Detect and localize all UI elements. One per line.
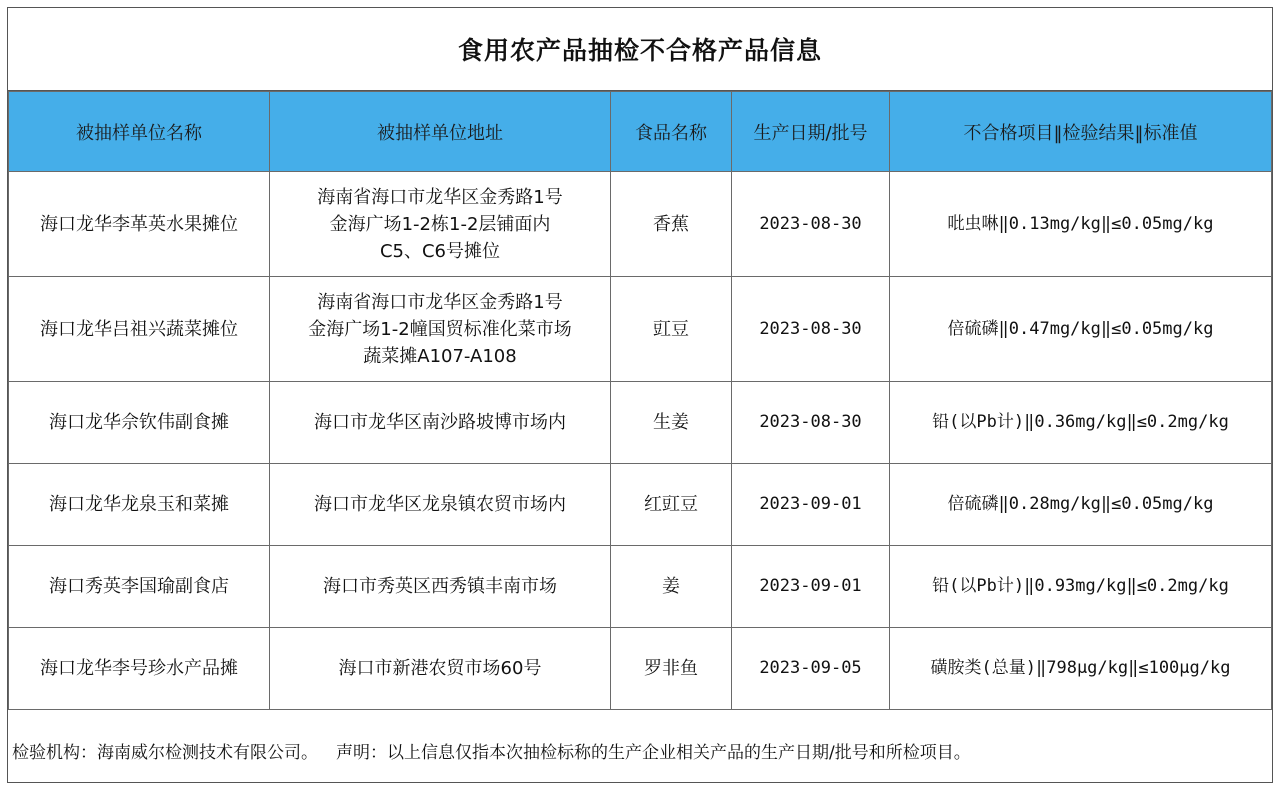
cell-address [270, 382, 611, 464]
disclaimer-statement: 声明：以上信息仅指本次抽检标称的生产企业相关产品的生产日期/批号和所检项目。 [336, 742, 971, 763]
cell-unit: 海口秀英李国瑜副食店 [9, 546, 270, 628]
address-line: 海南省海口市龙华区金秀路1号 [317, 291, 563, 313]
cell-result: 铅(以Pb计)‖0.36mg/kg‖≤0.2mg/kg [890, 382, 1272, 464]
cell-unit: 海口龙华李革英水果摊位 [9, 172, 270, 277]
table-row [9, 628, 1272, 710]
cell-food: 姜 [611, 546, 732, 628]
page-title: 食用农产品抽检不合格产品信息 [8, 8, 1272, 91]
cell-result: 磺胺类(总量)‖798μg/kg‖≤100μg/kg [890, 628, 1272, 710]
address-line: 蔬菜摊A107-A108 [363, 345, 517, 367]
cell-date: 2023-09-01 [732, 464, 890, 546]
inspection-agency: 检验机构：海南威尔检测技术有限公司。 [12, 742, 318, 763]
address-line: 海口市新港农贸市场60号 [338, 658, 542, 679]
footer-note [8, 718, 1272, 782]
cell-result: 倍硫磷‖0.28mg/kg‖≤0.05mg/kg [890, 464, 1272, 546]
table-row [9, 172, 1272, 277]
table-row [9, 277, 1272, 382]
cell-address [270, 546, 611, 628]
cell-date: 2023-09-01 [732, 546, 890, 628]
table-row [9, 464, 1272, 546]
results-table [8, 91, 1272, 710]
cell-food: 红豇豆 [611, 464, 732, 546]
address-line: 金海广场1-2栋1-2层铺面内 [329, 213, 551, 235]
cell-result: 倍硫磷‖0.47mg/kg‖≤0.05mg/kg [890, 277, 1272, 382]
cell-address [270, 172, 611, 277]
notice-sheet [7, 7, 1273, 783]
cell-unit: 海口龙华李号珍水产品摊 [9, 628, 270, 710]
address-line: 金海广场1-2幢国贸标准化菜市场 [308, 318, 572, 340]
cell-date: 2023-09-05 [732, 628, 890, 710]
cell-result: 吡虫啉‖0.13mg/kg‖≤0.05mg/kg [890, 172, 1272, 277]
address-line: 海口市龙华区龙泉镇农贸市场内 [314, 494, 566, 515]
header-unit: 被抽样单位名称 [9, 92, 270, 172]
cell-food: 豇豆 [611, 277, 732, 382]
cell-food: 生姜 [611, 382, 732, 464]
cell-date: 2023-08-30 [732, 277, 890, 382]
cell-unit: 海口龙华佘钦伟副食摊 [9, 382, 270, 464]
cell-date: 2023-08-30 [732, 382, 890, 464]
header-food: 食品名称 [611, 92, 732, 172]
cell-date: 2023-08-30 [732, 172, 890, 277]
cell-address [270, 277, 611, 382]
cell-food: 罗非鱼 [611, 628, 732, 710]
cell-food: 香蕉 [611, 172, 732, 277]
table-row [9, 382, 1272, 464]
address-line: 海口市秀英区西秀镇丰南市场 [323, 576, 557, 597]
header-result: 不合格项目‖检验结果‖标准值 [890, 92, 1272, 172]
header-address: 被抽样单位地址 [270, 92, 611, 172]
cell-unit: 海口龙华吕祖兴蔬菜摊位 [9, 277, 270, 382]
cell-address [270, 464, 611, 546]
table-row [9, 546, 1272, 628]
address-line: C5、C6号摊位 [379, 240, 501, 262]
table-header-row [9, 92, 1272, 172]
cell-result: 铅(以Pb计)‖0.93mg/kg‖≤0.2mg/kg [890, 546, 1272, 628]
cell-unit: 海口龙华龙泉玉和菜摊 [9, 464, 270, 546]
address-line: 海口市龙华区南沙路坡博市场内 [314, 412, 566, 433]
header-date: 生产日期/批号 [732, 92, 890, 172]
cell-address [270, 628, 611, 710]
address-line: 海南省海口市龙华区金秀路1号 [317, 186, 563, 208]
